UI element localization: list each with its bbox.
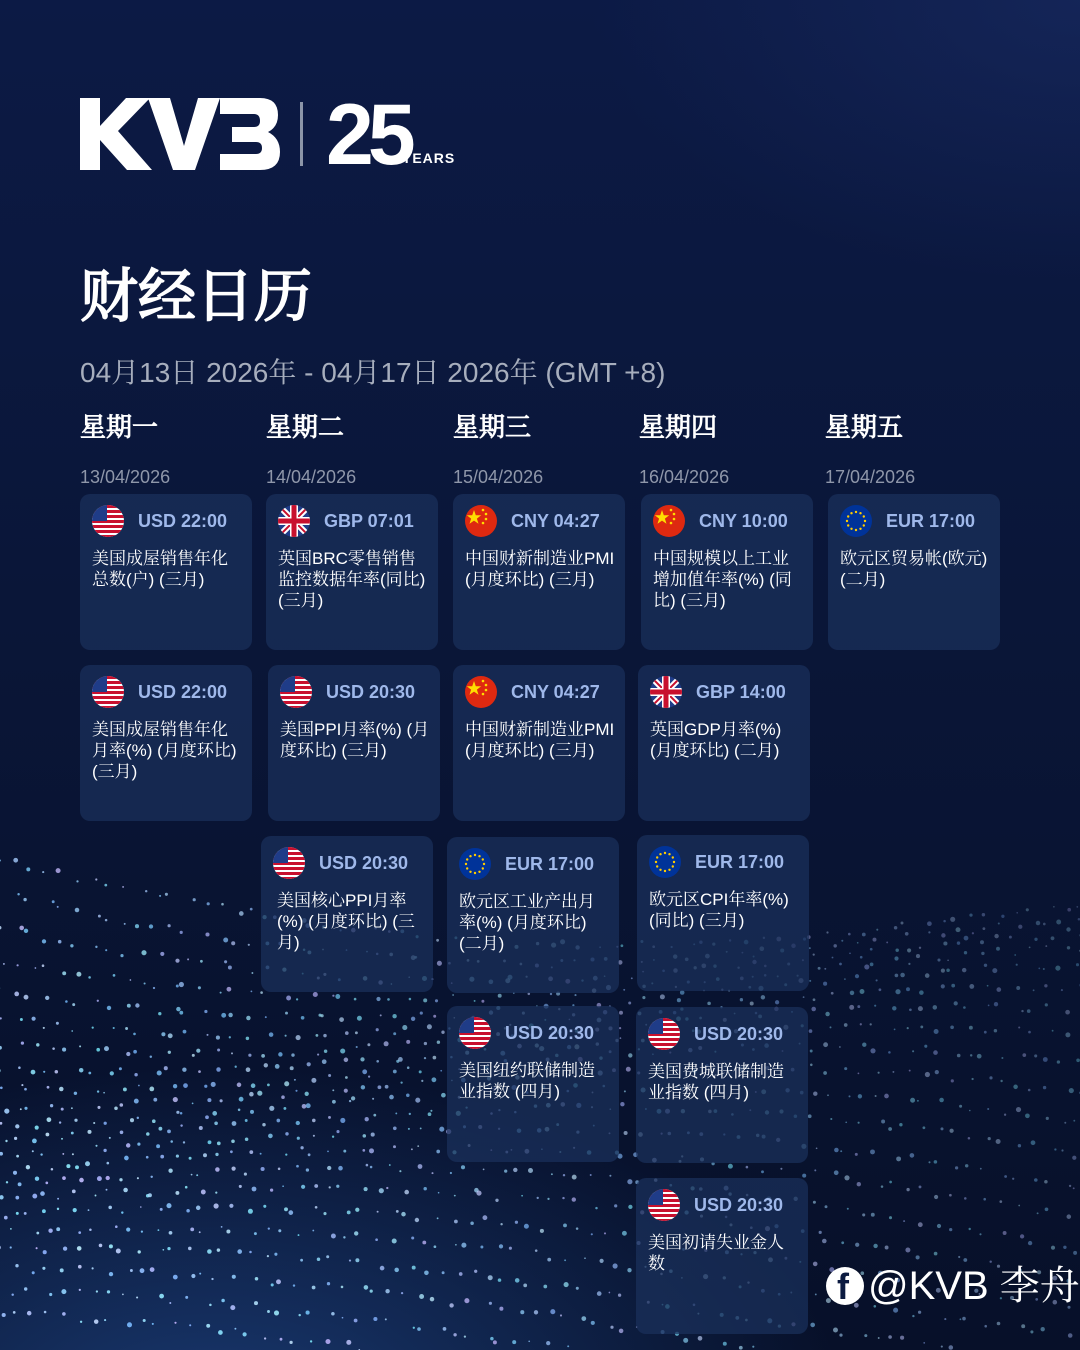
event-title: 美国核心PPI月率(%) (月度环比) (三月) [277, 891, 415, 952]
event-card[interactable] [636, 1178, 808, 1334]
event-title: 美国纽约联储制造业指数 (四月) [459, 1061, 595, 1101]
eu-flag-icon [459, 848, 491, 880]
us-flag-icon [280, 676, 312, 708]
day-name: 星期二 [266, 412, 345, 442]
event-title: 欧元区CPI年率(%) (同比) (三月) [649, 890, 789, 930]
event-card[interactable] [453, 665, 625, 821]
day-date: 16/04/2026 [639, 467, 730, 487]
day-date: 17/04/2026 [825, 467, 916, 487]
event-title: 美国初请失业金人数 [648, 1233, 784, 1273]
day-date: 15/04/2026 [453, 467, 544, 487]
event-title: 美国PPI月率(%) (月度环比) (三月) [280, 720, 430, 760]
cn-flag-icon [465, 676, 497, 708]
gb-flag-icon [650, 676, 682, 708]
day-name: 星期四 [639, 412, 718, 442]
day-column-thu [639, 411, 729, 489]
event-time: GBP 07:01 [324, 510, 414, 531]
date-range: 04月13日 2026年 - 04月17日 2026年 (GMT +8) [80, 357, 666, 388]
event-card[interactable] [453, 494, 625, 650]
kvb-logo [80, 98, 280, 170]
event-time: USD 22:00 [138, 681, 228, 702]
event-time: EUR 17:00 [505, 853, 595, 874]
event-title: 中国规模以上工业增加值年率(%) (同比) (三月) [653, 549, 792, 610]
event-time: EUR 17:00 [695, 851, 785, 872]
watermark [826, 1262, 1080, 1310]
event-card[interactable] [641, 494, 813, 650]
day-column-fri [825, 411, 915, 489]
logo-divider [300, 102, 303, 166]
event-card[interactable] [80, 665, 252, 821]
day-name: 星期三 [453, 412, 532, 442]
event-card[interactable] [261, 836, 433, 992]
day-column-mon [80, 411, 170, 489]
event-card[interactable] [80, 494, 252, 650]
event-card[interactable] [268, 665, 440, 821]
event-title: 美国成屋销售年化月率(%) (月度环比) (三月) [92, 720, 237, 781]
event-card[interactable] [447, 837, 619, 993]
gb-flag-icon [278, 505, 310, 537]
event-title: 中国财新制造业PMI (月度环比) (三月) [465, 549, 615, 589]
event-title: 欧元区贸易帐(欧元) (二月) [840, 549, 988, 589]
page-title: 财经日历 [80, 264, 313, 329]
day-column-wed [453, 411, 543, 489]
event-card[interactable] [447, 1006, 619, 1162]
event-card[interactable] [637, 835, 809, 991]
event-time: CNY 04:27 [511, 510, 600, 531]
cn-flag-icon [465, 505, 497, 537]
event-time: CNY 04:27 [511, 681, 600, 702]
event-title: 中国财新制造业PMI (月度环比) (三月) [465, 720, 615, 760]
event-title: 英国GDP月率(%) (月度环比) (二月) [650, 720, 782, 760]
event-title: 英国BRC零售销售监控数据年率(同比) (三月) [278, 549, 426, 610]
anniversary-number: 25 [326, 87, 410, 183]
event-time: USD 20:30 [694, 1194, 784, 1215]
event-title: 欧元区工业产出月率(%) (月度环比) (二月) [459, 892, 595, 953]
us-flag-icon [92, 505, 124, 537]
event-title: 美国成屋销售年化总数(户) (三月) [92, 549, 228, 589]
event-time: USD 22:00 [138, 510, 228, 531]
event-time: GBP 14:00 [696, 681, 786, 702]
event-card[interactable] [638, 665, 810, 821]
day-date: 13/04/2026 [80, 467, 171, 487]
event-title: 美国费城联储制造业指数 (四月) [648, 1062, 784, 1102]
day-date: 14/04/2026 [266, 467, 357, 487]
us-flag-icon [648, 1189, 680, 1221]
cn-flag-icon [653, 505, 685, 537]
event-time: USD 20:30 [694, 1023, 784, 1044]
event-time: EUR 17:00 [886, 510, 976, 531]
event-card[interactable] [266, 494, 438, 650]
event-time: USD 20:30 [319, 852, 409, 873]
eu-flag-icon [840, 505, 872, 537]
eu-flag-icon [649, 846, 681, 878]
us-flag-icon [648, 1018, 680, 1050]
watermark-text: @KVB 李舟 [868, 1264, 1080, 1308]
facebook-icon: f [826, 1267, 864, 1305]
us-flag-icon [273, 847, 305, 879]
anniversary-word: YEARS [402, 150, 456, 166]
day-column-tue [266, 411, 356, 489]
us-flag-icon [459, 1017, 491, 1049]
day-name: 星期一 [80, 412, 159, 442]
event-time: USD 20:30 [505, 1022, 595, 1043]
event-time: CNY 10:00 [699, 510, 788, 531]
us-flag-icon [92, 676, 124, 708]
event-card[interactable] [636, 1007, 808, 1163]
event-time: USD 20:30 [326, 681, 416, 702]
event-card[interactable] [828, 494, 1000, 650]
day-name: 星期五 [825, 412, 904, 442]
